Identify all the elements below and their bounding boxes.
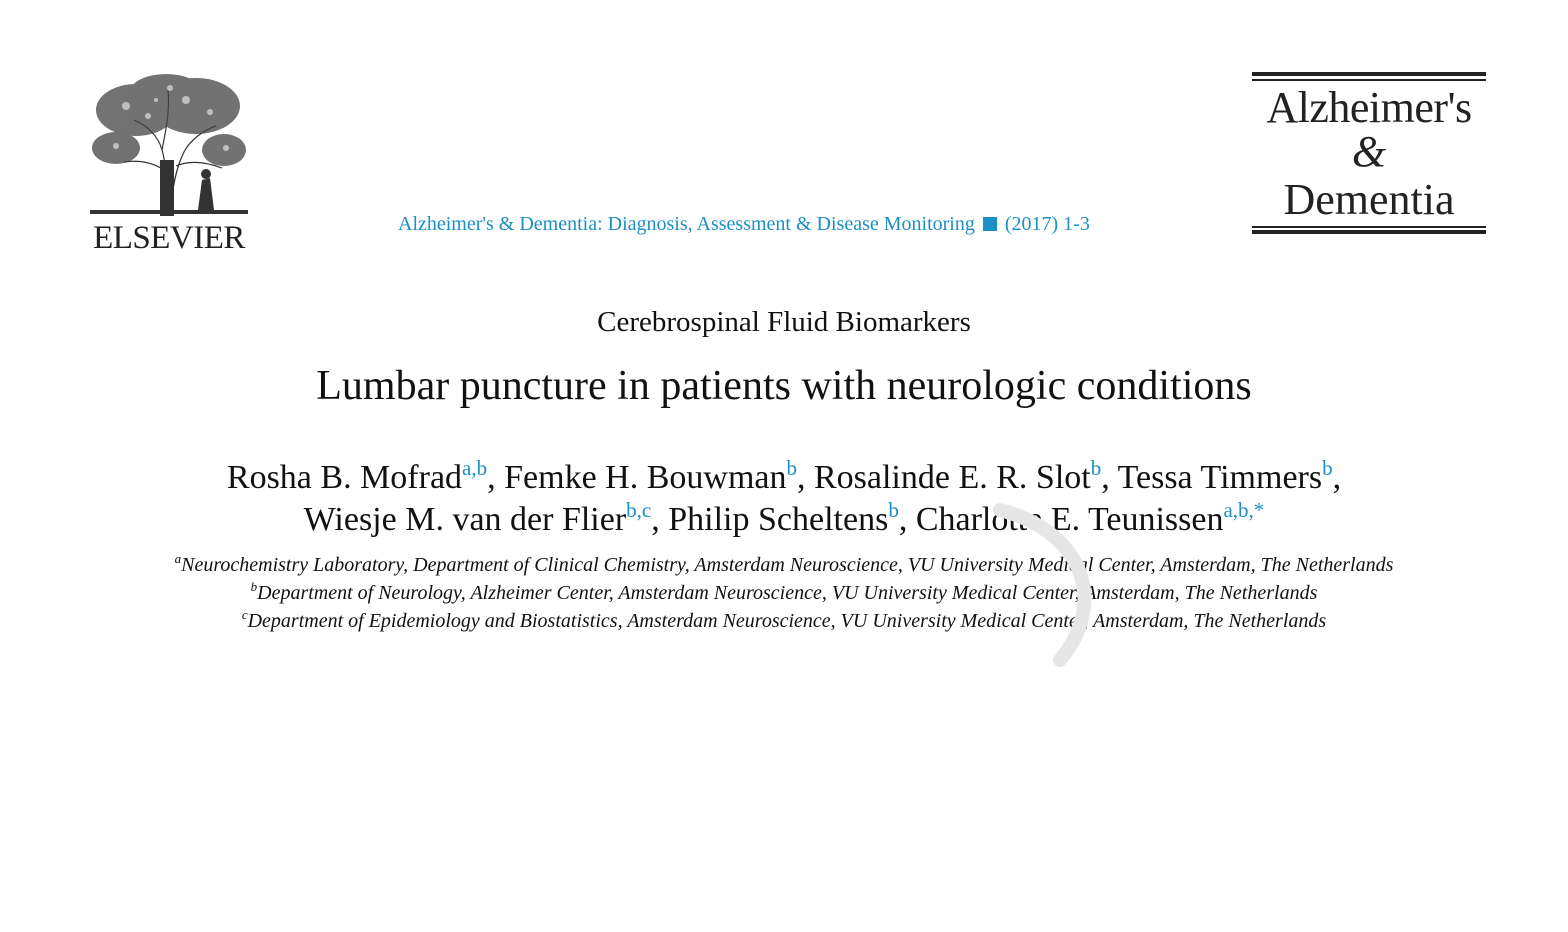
affiliation-text: Neurochemistry Laboratory, Department of Clinical Chemistry, Amsterdam Neuroscience, VU University Medical Center, Amsterdam, The Netherlands: [181, 554, 1394, 576]
author-affiliation-marker[interactable]: b: [1322, 456, 1333, 480]
journal-logo-bottom-word: Dementia: [1283, 175, 1455, 224]
author-affiliation-marker[interactable]: b: [786, 456, 797, 480]
affiliation-c: [0, 607, 1568, 633]
affiliation-mark: c: [241, 607, 248, 622]
author-separator: ,: [1101, 459, 1118, 496]
publisher-name: ELSEVIER: [93, 220, 245, 256]
author-line-2: [0, 498, 1568, 539]
tree-logo-icon: [86, 70, 252, 218]
square-bullet-icon: [983, 217, 997, 231]
author-name: Rosalinde E. R. Slot: [813, 459, 1091, 496]
author-name: Charlotte E. Teunissen: [915, 501, 1224, 538]
author-separator: ,: [796, 459, 814, 496]
author-affiliation-marker[interactable]: a,b: [462, 456, 488, 480]
affiliation-mark: b: [250, 579, 258, 594]
journal-citation: [398, 213, 1090, 236]
journal-issue: (2017) 1-3: [1004, 213, 1090, 235]
author-separator: ,: [487, 459, 505, 496]
author-affiliation-marker[interactable]: b: [888, 498, 899, 522]
author-affiliation-marker[interactable]: b,c: [626, 498, 652, 522]
journal-logo-ampersand: &: [1351, 127, 1387, 176]
journal-name: Alzheimer's & Dementia: Diagnosis, Assessment & Disease Monitoring: [398, 213, 975, 235]
author-name: Femke H. Bouwman: [504, 459, 787, 496]
author-name: Rosha B. Mofrad: [226, 459, 463, 496]
journal-logo-rule-bottom-thin: [1252, 226, 1486, 228]
affiliation-text: Department of Neurology, Alzheimer Center, Amsterdam Neuroscience, VU University Medical Center, Amsterdam, The Netherlands: [257, 582, 1318, 604]
author-name: Tessa Timmers: [1117, 459, 1323, 496]
author-line-1: [0, 456, 1568, 497]
author-name: Wiesje M. van der Flier: [303, 501, 627, 538]
affiliation-text: Department of Epidemiology and Biostatistics, Amsterdam Neuroscience, VU University Medical Center, Amsterdam, The Netherlands: [247, 610, 1327, 632]
publisher-logo: [86, 70, 252, 260]
author-separator: ,: [1332, 459, 1342, 496]
affiliation-a: [0, 551, 1568, 577]
author-name: Philip Scheltens: [668, 501, 889, 538]
journal-logo: [1252, 72, 1486, 236]
affiliation-mark: a: [174, 551, 182, 566]
affiliation-b: [0, 579, 1568, 605]
author-affiliation-marker[interactable]: b: [1090, 456, 1102, 480]
author-affiliation-marker[interactable]: a,b,*: [1223, 498, 1265, 522]
author-separator: ,: [898, 501, 916, 538]
section-label: Cerebrospinal Fluid Biomarkers: [597, 306, 971, 338]
article-title: Lumbar puncture in patients with neurologic conditions: [316, 363, 1252, 409]
journal-logo-rule-top-thin: [1252, 79, 1486, 81]
journal-logo-rule-top: [1252, 72, 1486, 76]
journal-logo-rule-bottom: [1252, 230, 1486, 234]
journal-logo-top-word: Alzheimer's: [1266, 83, 1472, 132]
author-separator: ,: [651, 501, 669, 538]
